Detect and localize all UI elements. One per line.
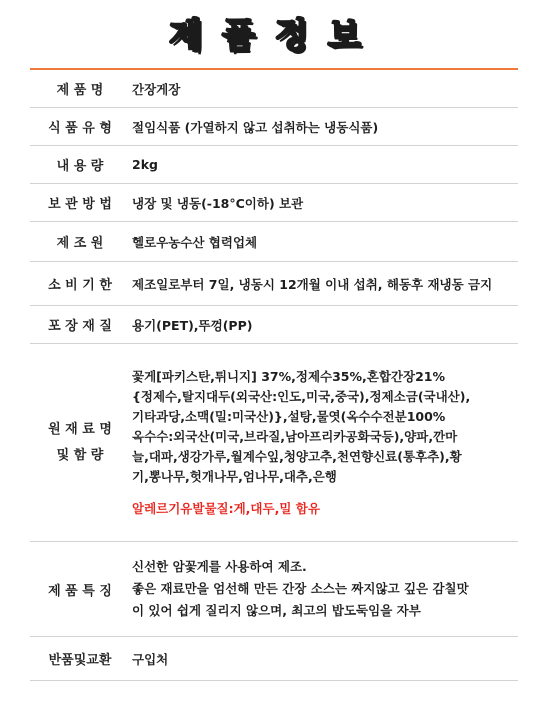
allergy-warning: 알레르기유발물질:게,대두,밀 함유 — [132, 500, 320, 516]
label-ingredients-line2: 및 함 량 — [56, 447, 104, 463]
row-storage — [30, 184, 518, 222]
features-line: 신선한 암꽃게를 사용하여 제조. — [132, 559, 307, 574]
label-returns: 반품및교환 — [48, 653, 112, 668]
value-manufacturer: 헬로우농수산 협력업체 — [132, 234, 258, 250]
row-product-name — [30, 70, 518, 108]
row-expiry — [30, 262, 518, 306]
product-info-table — [30, 68, 518, 681]
label-ingredients-line1: 원 재 료 명 — [48, 421, 112, 437]
label-features: 제 품 특 징 — [48, 583, 112, 599]
value-expiry: 제조일로부터 7일, 냉동시 12개월 이내 섭취, 해동후 재냉동 금지 — [132, 276, 493, 292]
label-product-name: 제 품 명 — [56, 83, 104, 98]
row-capacity — [30, 146, 518, 184]
ingredients-line: {정제수,탈지대두(외국산:인도,미국,중국),정제소금(국내산), — [132, 388, 471, 404]
value-capacity: 2kg — [132, 157, 158, 172]
label-capacity: 내 용 량 — [56, 159, 104, 174]
value-product-name: 간장게장 — [132, 81, 181, 97]
value-ingredients — [130, 367, 518, 519]
label-storage: 보 관 방 법 — [48, 197, 112, 212]
label-packaging: 포 장 재 질 — [48, 319, 112, 334]
ingredients-line: 기타과당,소맥(밀:미국산)},설탕,물엿(옥수수전분100% — [132, 408, 446, 424]
label-manufacturer: 제 조 원 — [56, 236, 104, 251]
ingredients-line: 꽃게[파키스탄,튀니지] 37%,정제수35%,혼합간장21% — [132, 368, 445, 384]
label-food-type: 식 품 유 형 — [48, 121, 112, 136]
row-manufacturer — [30, 222, 518, 262]
label-ingredients — [30, 417, 130, 469]
row-returns — [30, 637, 518, 681]
page-title: 제품정보 — [169, 16, 381, 56]
value-food-type: 절임식품 (가열하지 않고 섭취하는 냉동식품) — [132, 119, 379, 135]
value-features — [130, 556, 518, 622]
value-returns: 구입처 — [132, 651, 169, 667]
row-ingredients — [30, 344, 518, 542]
value-packaging: 용기(PET),뚜껑(PP) — [132, 317, 253, 333]
row-food-type — [30, 108, 518, 146]
label-expiry: 소 비 기 한 — [48, 278, 112, 293]
features-line: 좋은 재료만을 엄선해 만든 간장 소스는 짜지않고 깊은 감칠맛 — [132, 581, 469, 596]
value-storage: 냉장 및 냉동(-18°C이하) 보관 — [132, 195, 304, 211]
ingredients-line: 옥수수:외국산(미국,브라질,남아프리카공화국등),양파,깐마 — [132, 428, 458, 444]
row-features — [30, 542, 518, 637]
ingredients-line: 늘,대파,생강가루,월계수잎,청양고추,천연향신료(통후추),황 — [132, 448, 462, 464]
features-line: 이 있어 쉽게 질리지 않으며, 최고의 밥도둑임을 자부 — [132, 603, 421, 618]
row-packaging — [30, 306, 518, 344]
ingredients-line: 기,뽕나무,헛개나무,엄나무,대추,은행 — [132, 468, 337, 484]
